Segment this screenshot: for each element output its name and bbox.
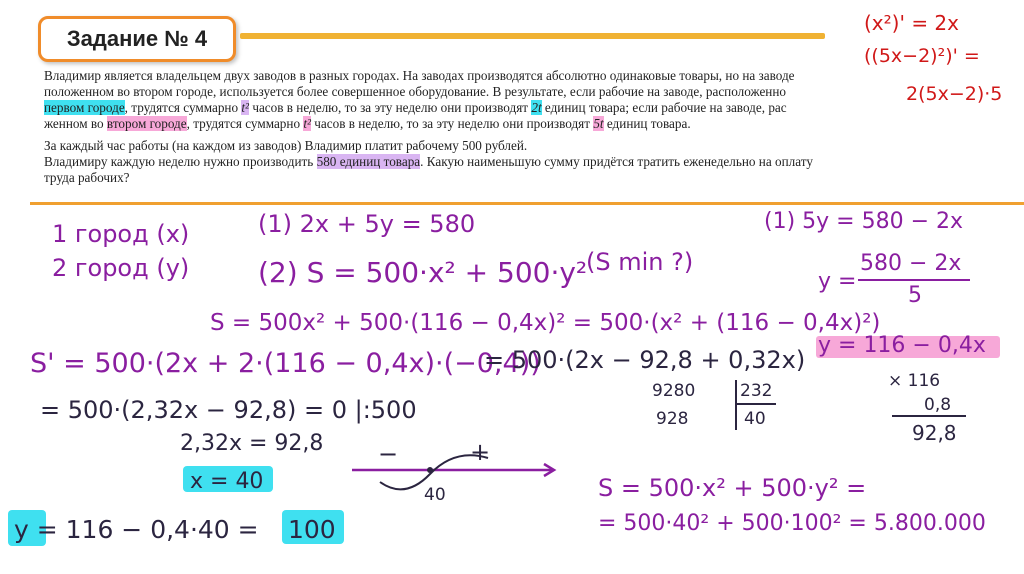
problem-line-7: труда рабочих? bbox=[44, 170, 130, 185]
problem-line-2: положенном во втором городе, используется более совершенное оборудование. В результате, если рабочие на заводе, расположенно bbox=[44, 84, 787, 99]
derivative-right: = 500·(2x − 92,8 + 0,32x) bbox=[484, 346, 806, 374]
sign-minus: − bbox=[378, 440, 399, 468]
corner-note-1: (x²)' = 2x bbox=[864, 11, 959, 35]
right-equation-2-lhs: y = bbox=[818, 269, 857, 294]
division-dividend: 9280 bbox=[652, 381, 696, 401]
text-fragment: единиц товара; если рабочие на заводе, рас bbox=[541, 100, 787, 115]
text-fragment: Владимиру каждую неделю нужно производить bbox=[44, 154, 317, 169]
corner-note-3: 2(5x−2)·5 bbox=[906, 83, 1003, 105]
equation-2: (2) S = 500·x² + 500·y² bbox=[258, 256, 588, 289]
t-squared: t² bbox=[241, 100, 250, 115]
right-equation-2-num: 580 − 2x bbox=[860, 251, 962, 276]
right-equation-3: y = 116 − 0,4x bbox=[818, 333, 986, 358]
x-answer: x = 40 bbox=[190, 469, 264, 494]
highlight-second-city: втором городе bbox=[106, 116, 187, 131]
two-t: 2t bbox=[531, 100, 542, 115]
linear-equation: = 500·(2,32x − 92,8) = 0 |:500 bbox=[40, 396, 417, 424]
text-fragment: . Какую наименьшую сумму придётся тратить еженедельно на оплату bbox=[420, 154, 813, 169]
problem-line-1: Владимир является владельцем двух заводов в разных городах. На заводах производятся абсолютно одинаковые товары, но на заводе bbox=[44, 68, 795, 83]
y-answer-expression: y = 116 − 0,4·40 = bbox=[14, 515, 259, 544]
text-fragment: , трудятся суммарно bbox=[186, 116, 304, 131]
five-t: 5t bbox=[593, 116, 604, 131]
t-squared-2: t² bbox=[303, 116, 311, 131]
y-answer-value: 100 bbox=[288, 515, 336, 544]
final-line-2: = 500·40² + 500·100² = 5.800.000 bbox=[598, 511, 986, 536]
s-min-label: (S min ?) bbox=[586, 248, 694, 276]
final-line-1: S = 500·x² + 500·y² = bbox=[598, 474, 867, 502]
highlight-first-city: первом городе bbox=[44, 100, 125, 115]
mult-116: × 116 bbox=[888, 371, 941, 391]
division-divisor: 232 bbox=[740, 381, 773, 401]
equation-1: (1) 2x + 5y = 580 bbox=[258, 210, 476, 238]
division-subtrahend: 928 bbox=[656, 409, 689, 429]
division-quotient: 40 bbox=[744, 409, 766, 429]
equation-232: 2,32x = 92,8 bbox=[180, 431, 324, 456]
mult-result: 92,8 bbox=[912, 421, 957, 445]
text-fragment: часов в неделю, то за эту неделю они производят bbox=[249, 100, 532, 115]
city-2-label: 2 город (y) bbox=[52, 254, 190, 282]
task-title: Задание № 4 bbox=[66, 26, 208, 51]
sign-plus: + bbox=[470, 438, 491, 466]
axis-label-40: 40 bbox=[424, 485, 446, 505]
highlight-580: 580 единиц товара bbox=[316, 154, 421, 169]
text-fragment: женном во bbox=[44, 116, 107, 131]
right-equation-1: (1) 5y = 580 − 2x bbox=[764, 209, 964, 234]
text-fragment: часов в неделю, то за эту неделю они производят bbox=[310, 116, 594, 131]
derivative-left: S' = 500·(2x + 2·(116 − 0,4x)·(−0,4)) bbox=[30, 348, 541, 379]
corner-note-2: ((5x−2)²)' = bbox=[864, 45, 980, 67]
substitution-line: S = 500x² + 500·(116 − 0,4x)² = 500·(x² + (116 − 0,4x)²) bbox=[210, 310, 881, 336]
text-fragment: , трудятся суммарно bbox=[124, 100, 242, 115]
mult-08: 0,8 bbox=[924, 395, 952, 415]
text-fragment: единиц товара. bbox=[603, 116, 691, 131]
right-equation-2-den: 5 bbox=[908, 283, 922, 308]
problem-line-5: За каждый час работы (на каждом из заводов) Владимир платит рабочему 500 рублей. bbox=[44, 138, 528, 153]
city-1-label: 1 город (x) bbox=[52, 220, 190, 248]
